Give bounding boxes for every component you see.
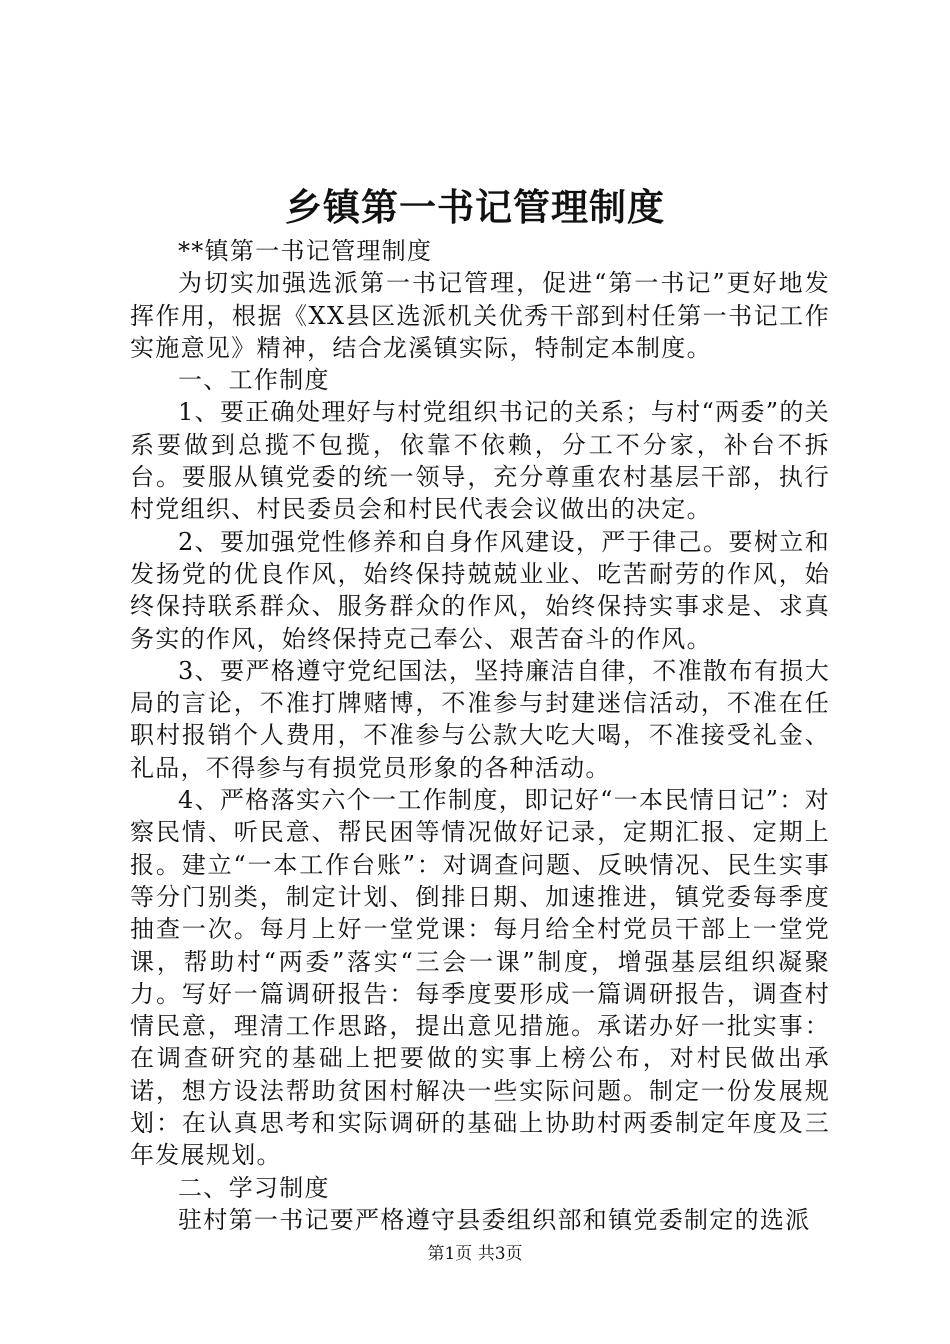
work-rule-2: 2、要加强党性修养和自身作风建设，严于律己。要树立和发扬党的优良作风，始终保持兢兢业业、吃苦耐劳的作风，始终保持联系群众、服务群众的作风，始终保持实事求是、求真务实的作风，始终保持克己奉公、艰苦奋斗的作风。 bbox=[130, 527, 830, 653]
section-heading-study: 二、学习制度 bbox=[178, 1173, 330, 1202]
subtitle-paragraph: **镇第一书记管理制度 bbox=[178, 237, 433, 265]
work-rule-3: 3、要严格遵守党纪国法，坚持廉洁自律，不准散布有损大局的言论，不准打牌赌博，不准参与封建迷信活动，不准在任职村报销个人费用，不准参与公款大吃大喝，不准接受礼金、礼品，不得参与有损党员形象的各种活动。 bbox=[130, 656, 830, 782]
document-body bbox=[130, 235, 830, 1236]
study-paragraph: 驻村第一书记要严格遵守县委组织部和镇党委制定的选派 bbox=[178, 1205, 811, 1234]
work-rule-4: 4、严格落实六个一工作制度，即记好“一本民情日记”：对察民情、听民意、帮民困等情况做好记录，定期汇报、定期上报。建立“一本工作台账”：对调查问题、反映情况、民生实事等分门别类，制定计划、倒排日期、加速推进，镇党委每季度抽查一次。每月上好一堂党课：每月给全村党员干部上一堂党课，帮助村“两委”落实“三会一课”制度，增强基层组织凝聚力。写好一篇调研报告：每季度要形成一篇调研报告，调查村情民意，理清工作思路，提出意见措施。承诺办好一批实事：在调查研究的基础上把要做的实事上榜公布，对村民做出承诺，想方设法帮助贫困村解决一些实际问题。制定一份发展规划：在认真思考和实际调研的基础上协助村两委制定年度及三年发展规划。 bbox=[130, 786, 830, 1170]
page-number: 第1页 共3页 bbox=[427, 1244, 523, 1264]
section-heading-work: 一、工作制度 bbox=[178, 366, 330, 395]
work-rule-1: 1、要正确处理好与村党组织书记的关系；与村“两委”的关系要做到总揽不包揽，依靠不依赖，分工不分家，补台不拆台。要服从镇党委的统一领导，充分尊重农村基层干部，执行村党组织、村民委员会和村民代表会议做出的决定。 bbox=[130, 398, 830, 524]
intro-paragraph: 为切实加强选派第一书记管理，促进“第一书记”更好地发挥作用，根据《XX县区选派机关优秀干部到村任第一书记工作实施意见》精神，结合龙溪镇实际，特制定本制度。 bbox=[130, 269, 830, 362]
document-title: 乡镇第一书记管理制度 bbox=[285, 186, 665, 229]
